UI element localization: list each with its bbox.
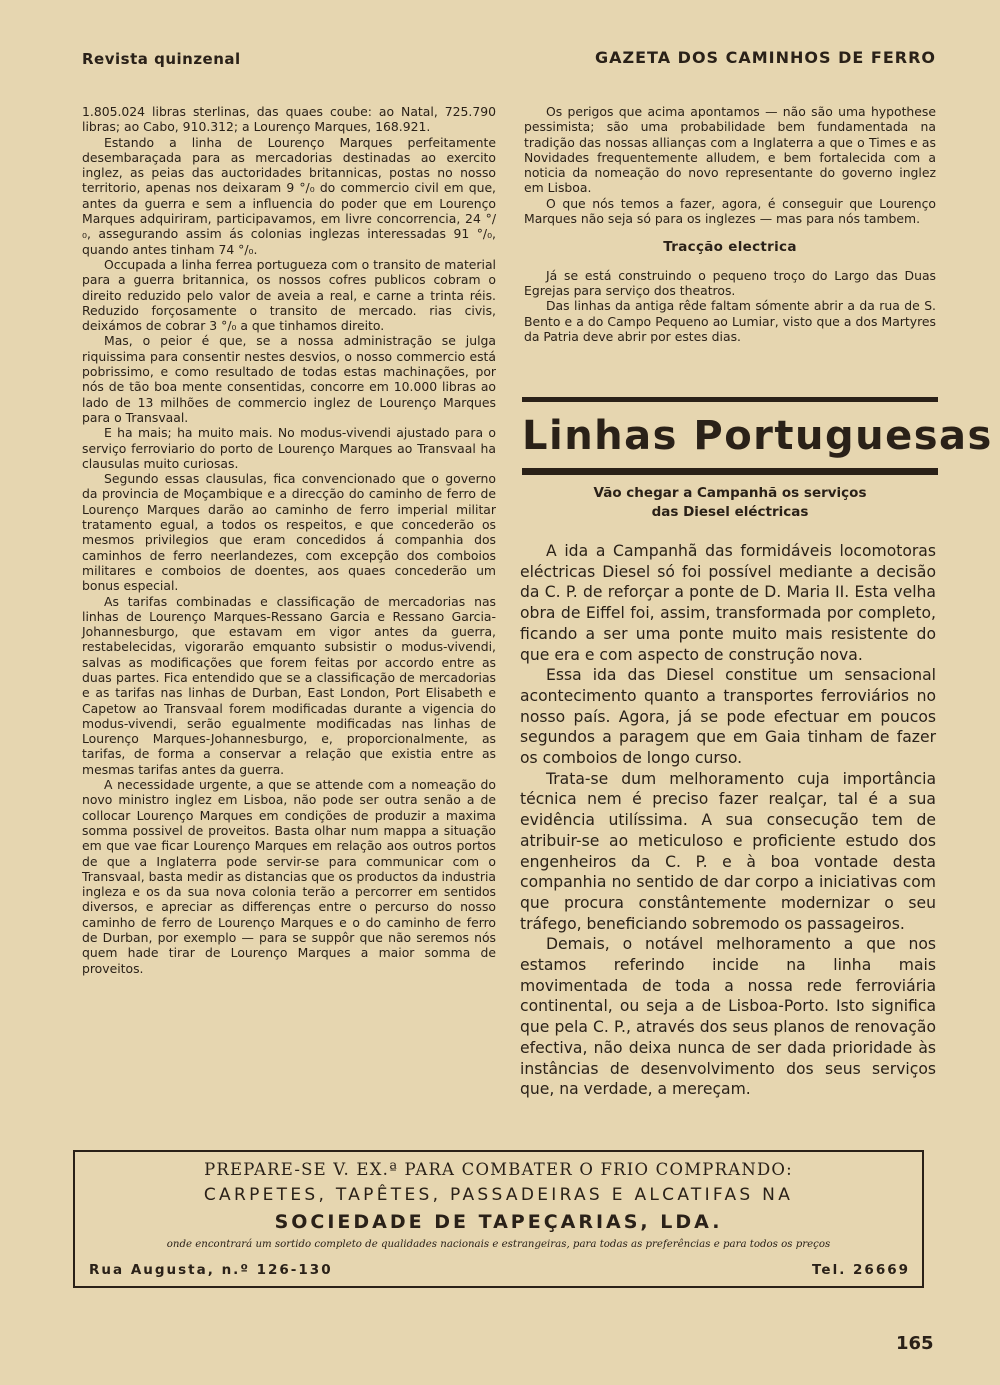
header-left-title: Revista quinzenal: [82, 50, 241, 68]
paragraph: Estando a linha de Lourenço Marques perfeitamente desembaraçada para as mercadorias destinadas ao exercito inglez, as peias das auctoridades britannicas, postas no nosso territorio, apenas nos deixaram 9 °/₀ do commercio civil em que, antes da guerra e sem a influencia do poder que em Lourenço Marques adquiriram, participavamos, em livre concorrencia, 24 °/₀, assegurando assim ás colonias inglezas interessadas 91 °/₀, quando antes tinham 74 °/₀.: [82, 134, 496, 257]
paragraph: Já se está construindo o pequeno troço do Largo das Duas Egrejas para serviço dos theatros.: [524, 267, 936, 298]
ad-line: CARPETES, TAPÊTES, PASSADEIRAS E ALCATIFAS NA: [203, 1185, 794, 1205]
paragraph: Os perigos que acima apontamos — não são uma hypothese pessimista; são uma probabilidade bem fundamentada na tradição das nossas allianças com a Inglaterra a que o Times e as Novidades frequentemente alludem, e bem fortalecida com a noticia da nomeação do novo representante do governo inglez em Lisboa.: [524, 104, 936, 196]
divider: [522, 397, 938, 402]
section-banner: [522, 397, 993, 475]
paragraph: Trata-se dum melhoramento cuja importância técnica nem é preciso fazer realçar, tal é a sua evidência utilíssima. A sua consecução tem de atribuir-se ao meticuloso e proficiente estudo dos engenheiros da C. P. e à boa vontade desta companhia no sentido de dar corpo a iniciativas com que procura constântemente modernizar o seu tráfego, beneficiando sobremodo os passageiros.: [520, 769, 936, 933]
ad-address: Rua Augusta, n.º 126-130: [89, 1262, 333, 1278]
article-title: [522, 484, 938, 522]
ad-line: onde encontrará um sortido completo de qualidades nacionais e estrangeiras, para todas as preferências e para todos os preços: [166, 1239, 831, 1250]
paragraph: 1.805.024 libras sterlinas, das quaes coube: ao Natal, 725.790 libras; ao Cabo, 910.312; a Lourenço Marques, 168.921.: [82, 104, 496, 135]
paragraph: Occupada a linha ferrea portugueza com o transito de material para a guerra britannica, os nossos cofres publicos cobram o direito reduzido pelo valor de aveia a real, e carne a trinta réis. Reduzido forçosamente o transito de mercado. rias civis, deixámos de cobrar 3 °/₀ a que tinhamos direito.: [82, 256, 496, 334]
paragraph: Mas, o peior é que, se a nossa administração se julga riquissima para consentir nestes desvios, o nosso commercio está pobrissimo, e como resultado de todas estas machinações, por nós de tão boa mente consentidas, concorre em 10.000 libras ao lado de 13 milhões de commercio inglez de Lourenço Marques para o Transvaal.: [82, 333, 496, 425]
divider: [522, 468, 938, 475]
traccao-heading: Tracção electrica: [663, 239, 797, 256]
page-number: 165: [896, 1333, 934, 1354]
ad-line: PREPARE-SE V. EX.ª PARA COMBATER O FRIO COMPRANDO:: [204, 1160, 793, 1179]
paragraph: Segundo essas clausulas, fica convencionado que o governo da provincia de Moçambique e a direcção do caminho de ferro de Lourenço Marques darão ao caminho de ferro imperial militar tratamento egual, a todos os respeitos, e que concederão os mesmos privilegios que eram concedidos á companhia dos caminhos de ferro neerlandezes, com excepção dos comboios militares e comboios de doentes, aos quaes concederão um bonus especial.: [82, 471, 496, 594]
left-column: [82, 104, 496, 976]
ad-telephone: Tel. 26669: [812, 1262, 910, 1278]
paragraph: E ha mais; ha muito mais. No modus-vivendi ajustado para o serviço ferroviario do porto de Lourenço Marques ao Transvaal ha clausulas muito curiosas.: [82, 425, 496, 471]
paragraph: Demais, o notável melhoramento a que nos estamos referindo incide na linha mais movimentada de toda a nossa rede ferroviária continental, ou seja a de Lisboa-Porto. Isto significa que pela C. P., através dos seus planos de renovação efectiva, não deixa nunca de ser dada prioridade às instâncias de desenvolvimento dos seus serviços que, na verdade, a mereçam.: [520, 935, 936, 1099]
header-right-title: GAZETA DOS CAMINHOS DE FERRO: [594, 48, 936, 67]
paragraph: A ida a Campanhã das formidáveis locomotoras eléctricas Diesel só foi possível mediante a decisão da C. P. de reforçar a ponte de D. Maria II. Esta velha obra de Eiffel foi, assim, transformada por completo, ficando a ser uma ponte muito mais resistente do que era e com aspecto de construção nova.: [520, 542, 936, 664]
paragraph: As tarifas combinadas e classificação de mercadorias nas linhas de Lourenço Marques-Ressano Garcia e Ressano Garcia-Johannesburgo, que estavam em vigor antes da guerra, restabelecidas, vigorarão emquanto subsistir o modus-vivendi, salvas as modificações que forem feitas por accordo entre as duas partes. Fica entendido que se a classificação de mercadorias e as tarifas nas linhas de Durban, East London, Port Elisabeth e Capetow ao Transvaal forem modificadas durante a vigencia do modus-vivendi, serão egualmente modificadas nas linhas de Lourenço Marques-Johannesburgo, e, proporcionalmente, as tarifas, de forma a conservar a relação que existia entre as mesmas tarifas antes da guerra.: [82, 593, 496, 777]
paragraph: Essa ida das Diesel constitue um sensacional acontecimento quanto a transportes ferroviários no nosso país. Agora, já se pode efectuar em poucos segundos a paragem que em Gaia tinham de fazer os comboios de longo curso.: [520, 666, 936, 768]
advertisement: [73, 1150, 924, 1288]
paragraph: Das linhas da antiga rêde faltam sómente abrir a da rua de S. Bento e a do Campo Pequeno ao Lumiar, visto que a dos Martyres da Patria deve abrir por estes dias.: [524, 298, 936, 344]
paragraph: O que nós temos a fazer, agora, é conseguir que Lourenço Marques não seja só para os inglezes — mas para nós tambem.: [524, 195, 936, 227]
article-title-line: Vão chegar a Campanhã os serviços: [593, 485, 867, 501]
article-body: [520, 541, 936, 1100]
ad-company-name: SOCIEDADE DE TAPEÇARIAS, LDA.: [274, 1211, 723, 1233]
section-title: Linhas Portuguesas: [522, 413, 993, 459]
article-title-line: das Diesel eléctricas: [651, 504, 809, 520]
right-column-top: [524, 104, 936, 344]
paragraph: A necessidade urgente, a que se attende com a nomeação do novo ministro inglez em Lisboa, não pode ser outra senão a de collocar Lourenço Marques em condições de produzir a maxima somma possivel de proveitos. Basta olhar num mappa a situação em que vae ficar Lourenço Marques em relação aos outros portos de que a Inglaterra pode servir-se para communicar com o Transvaal, basta medir as distancias que os productos da industria ingleza e os da sua nova colonia terão a percorrer em sentidos diversos, e apreciar as differenças entre o percurso do nosso caminho de ferro de Lourenço Marques e o do caminho de ferro de Durban, por exemplo — para se suppôr que não seremos nós quem hade tirar de Lourenço Marques a maior somma de proveitos.: [82, 777, 496, 976]
